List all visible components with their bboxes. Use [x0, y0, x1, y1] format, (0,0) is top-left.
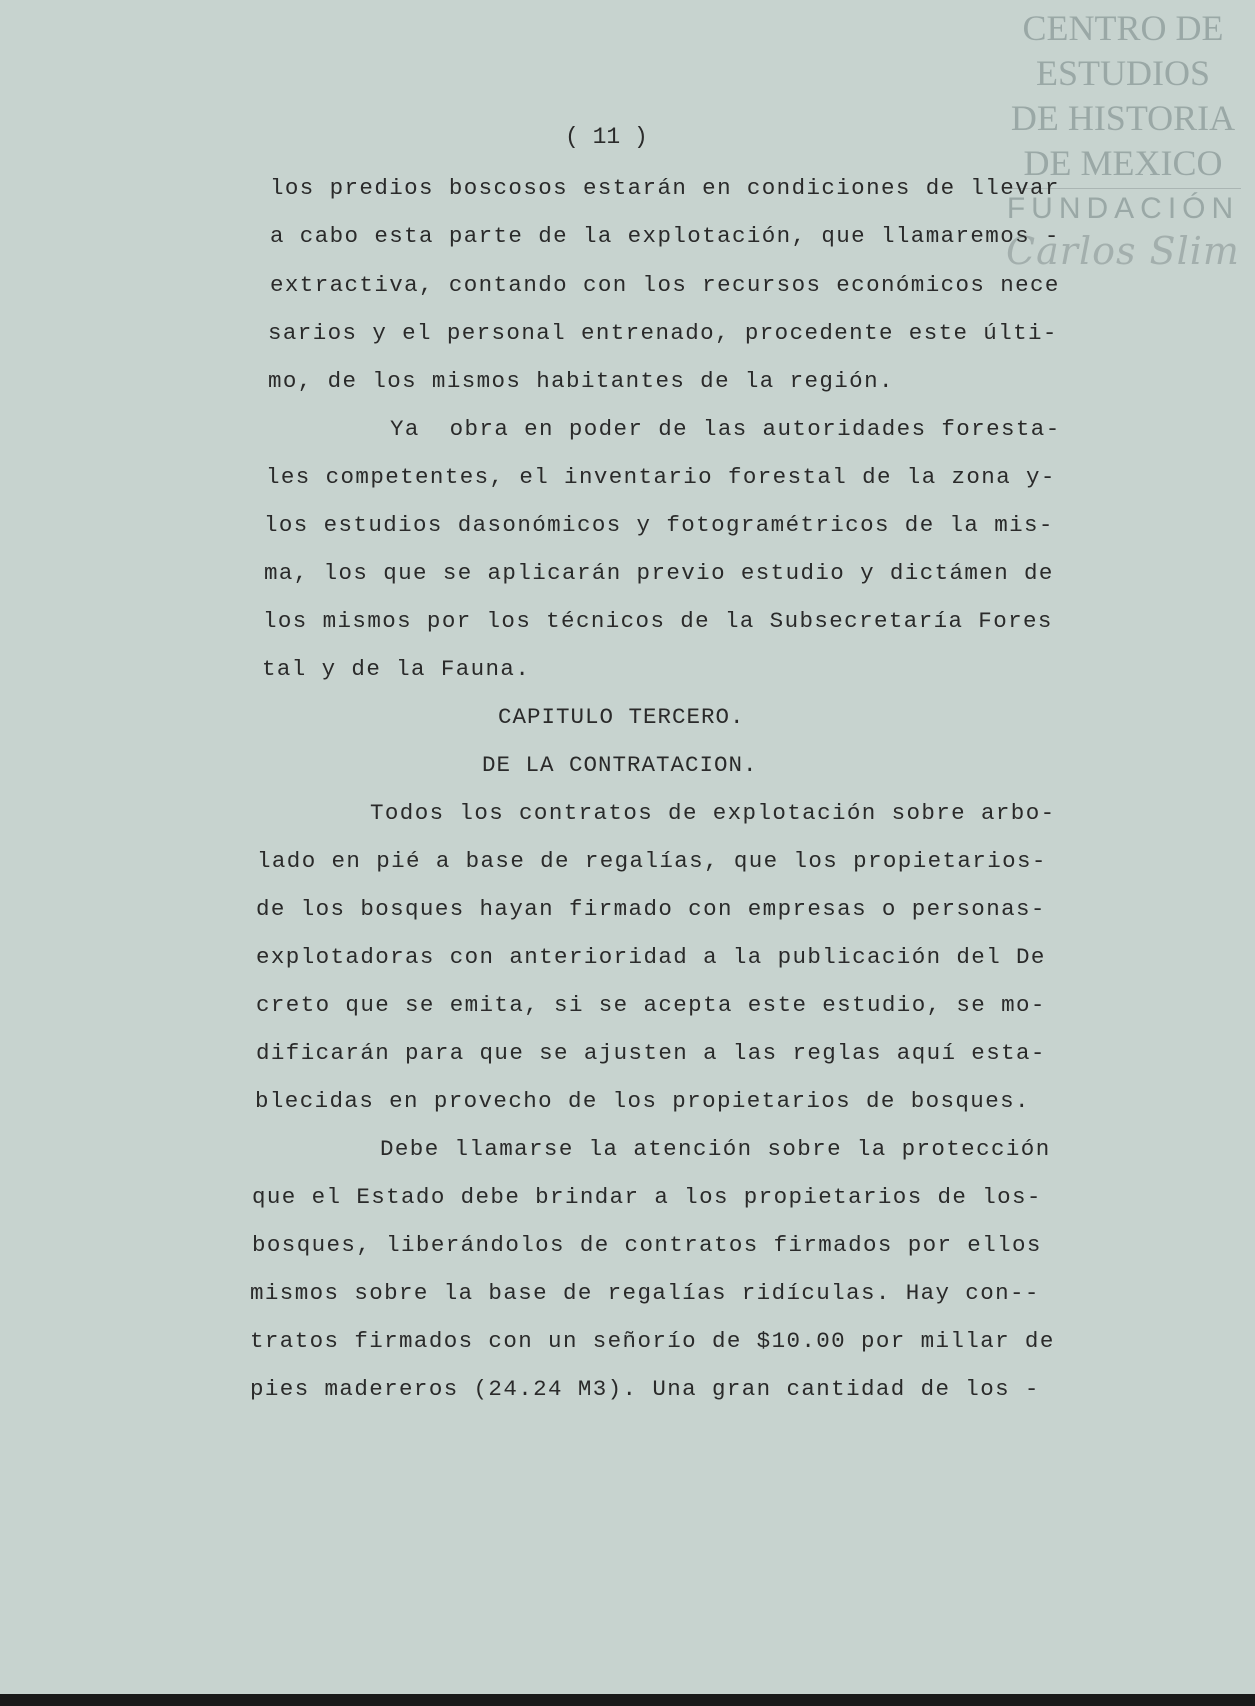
text-line: mismos sobre la base de regalías ridículas. Hay con--	[250, 1280, 1040, 1306]
text-line: extractiva, contando con los recursos económicos nece	[270, 272, 1060, 298]
text-line: les competentes, el inventario forestal de la zona y-	[266, 464, 1056, 490]
text-line: blecidas en provecho de los propietarios de bosques.	[255, 1088, 1030, 1114]
watermark-fundacion: FUNDACIÓN	[1005, 188, 1241, 229]
text-line: dificarán para que se ajusten a las reglas aquí esta-	[256, 1040, 1046, 1066]
page-number: ( 11 )	[565, 124, 648, 150]
text-line: creto que se emita, si se acepta este estudio, se mo-	[256, 992, 1046, 1018]
text-line: explotadoras con anterioridad a la publicación del De	[256, 944, 1046, 970]
watermark-line: DE MEXICO	[1023, 143, 1223, 183]
text-line: los mismos por los técnicos de la Subsecretaría Fores	[263, 608, 1053, 634]
text-line: sarios y el personal entrenado, procedente este últi-	[268, 320, 1058, 346]
text-line: Todos los contratos de explotación sobre arbo-	[370, 800, 1056, 826]
watermark-signature: Carlos Slim	[1006, 229, 1240, 273]
text-line: los predios boscosos estarán en condiciones de llevar	[270, 175, 1060, 201]
text-line: de los bosques hayan firmado con empresas o personas-	[256, 896, 1046, 922]
text-line: los estudios dasonómicos y fotogramétricos de la mis-	[264, 512, 1054, 538]
text-line: pies madereros (24.24 M3). Una gran cantidad de los -	[250, 1376, 1040, 1402]
text-line: ma, los que se aplicarán previo estudio y dictámen de	[264, 560, 1054, 586]
text-line: bosques, liberándolos de contratos firmados por ellos	[252, 1232, 1042, 1258]
text-line: que el Estado debe brindar a los propietarios de los-	[252, 1184, 1042, 1210]
watermark-line: CENTRO DE	[1022, 8, 1224, 48]
section-heading: DE LA CONTRATACION.	[482, 752, 758, 778]
text-line: Debe llamarse la atención sobre la protección	[380, 1136, 1051, 1162]
text-line: lado en pié a base de regalías, que los propietarios-	[257, 848, 1047, 874]
text-line: tratos firmados con un señorío de $10.00 por millar de	[250, 1328, 1055, 1354]
chapter-heading: CAPITULO TERCERO.	[498, 704, 745, 730]
watermark-line: ESTUDIOS	[1035, 53, 1210, 93]
text-line: tal y de la Fauna.	[262, 656, 531, 682]
text-line: mo, de los mismos habitantes de la región.	[268, 368, 894, 394]
text-line: a cabo esta parte de la explotación, que llamaremos -	[270, 223, 1060, 249]
watermark-line: DE HISTORIA	[1010, 98, 1236, 138]
text-line: Ya obra en poder de las autoridades foresta-	[390, 416, 1061, 442]
